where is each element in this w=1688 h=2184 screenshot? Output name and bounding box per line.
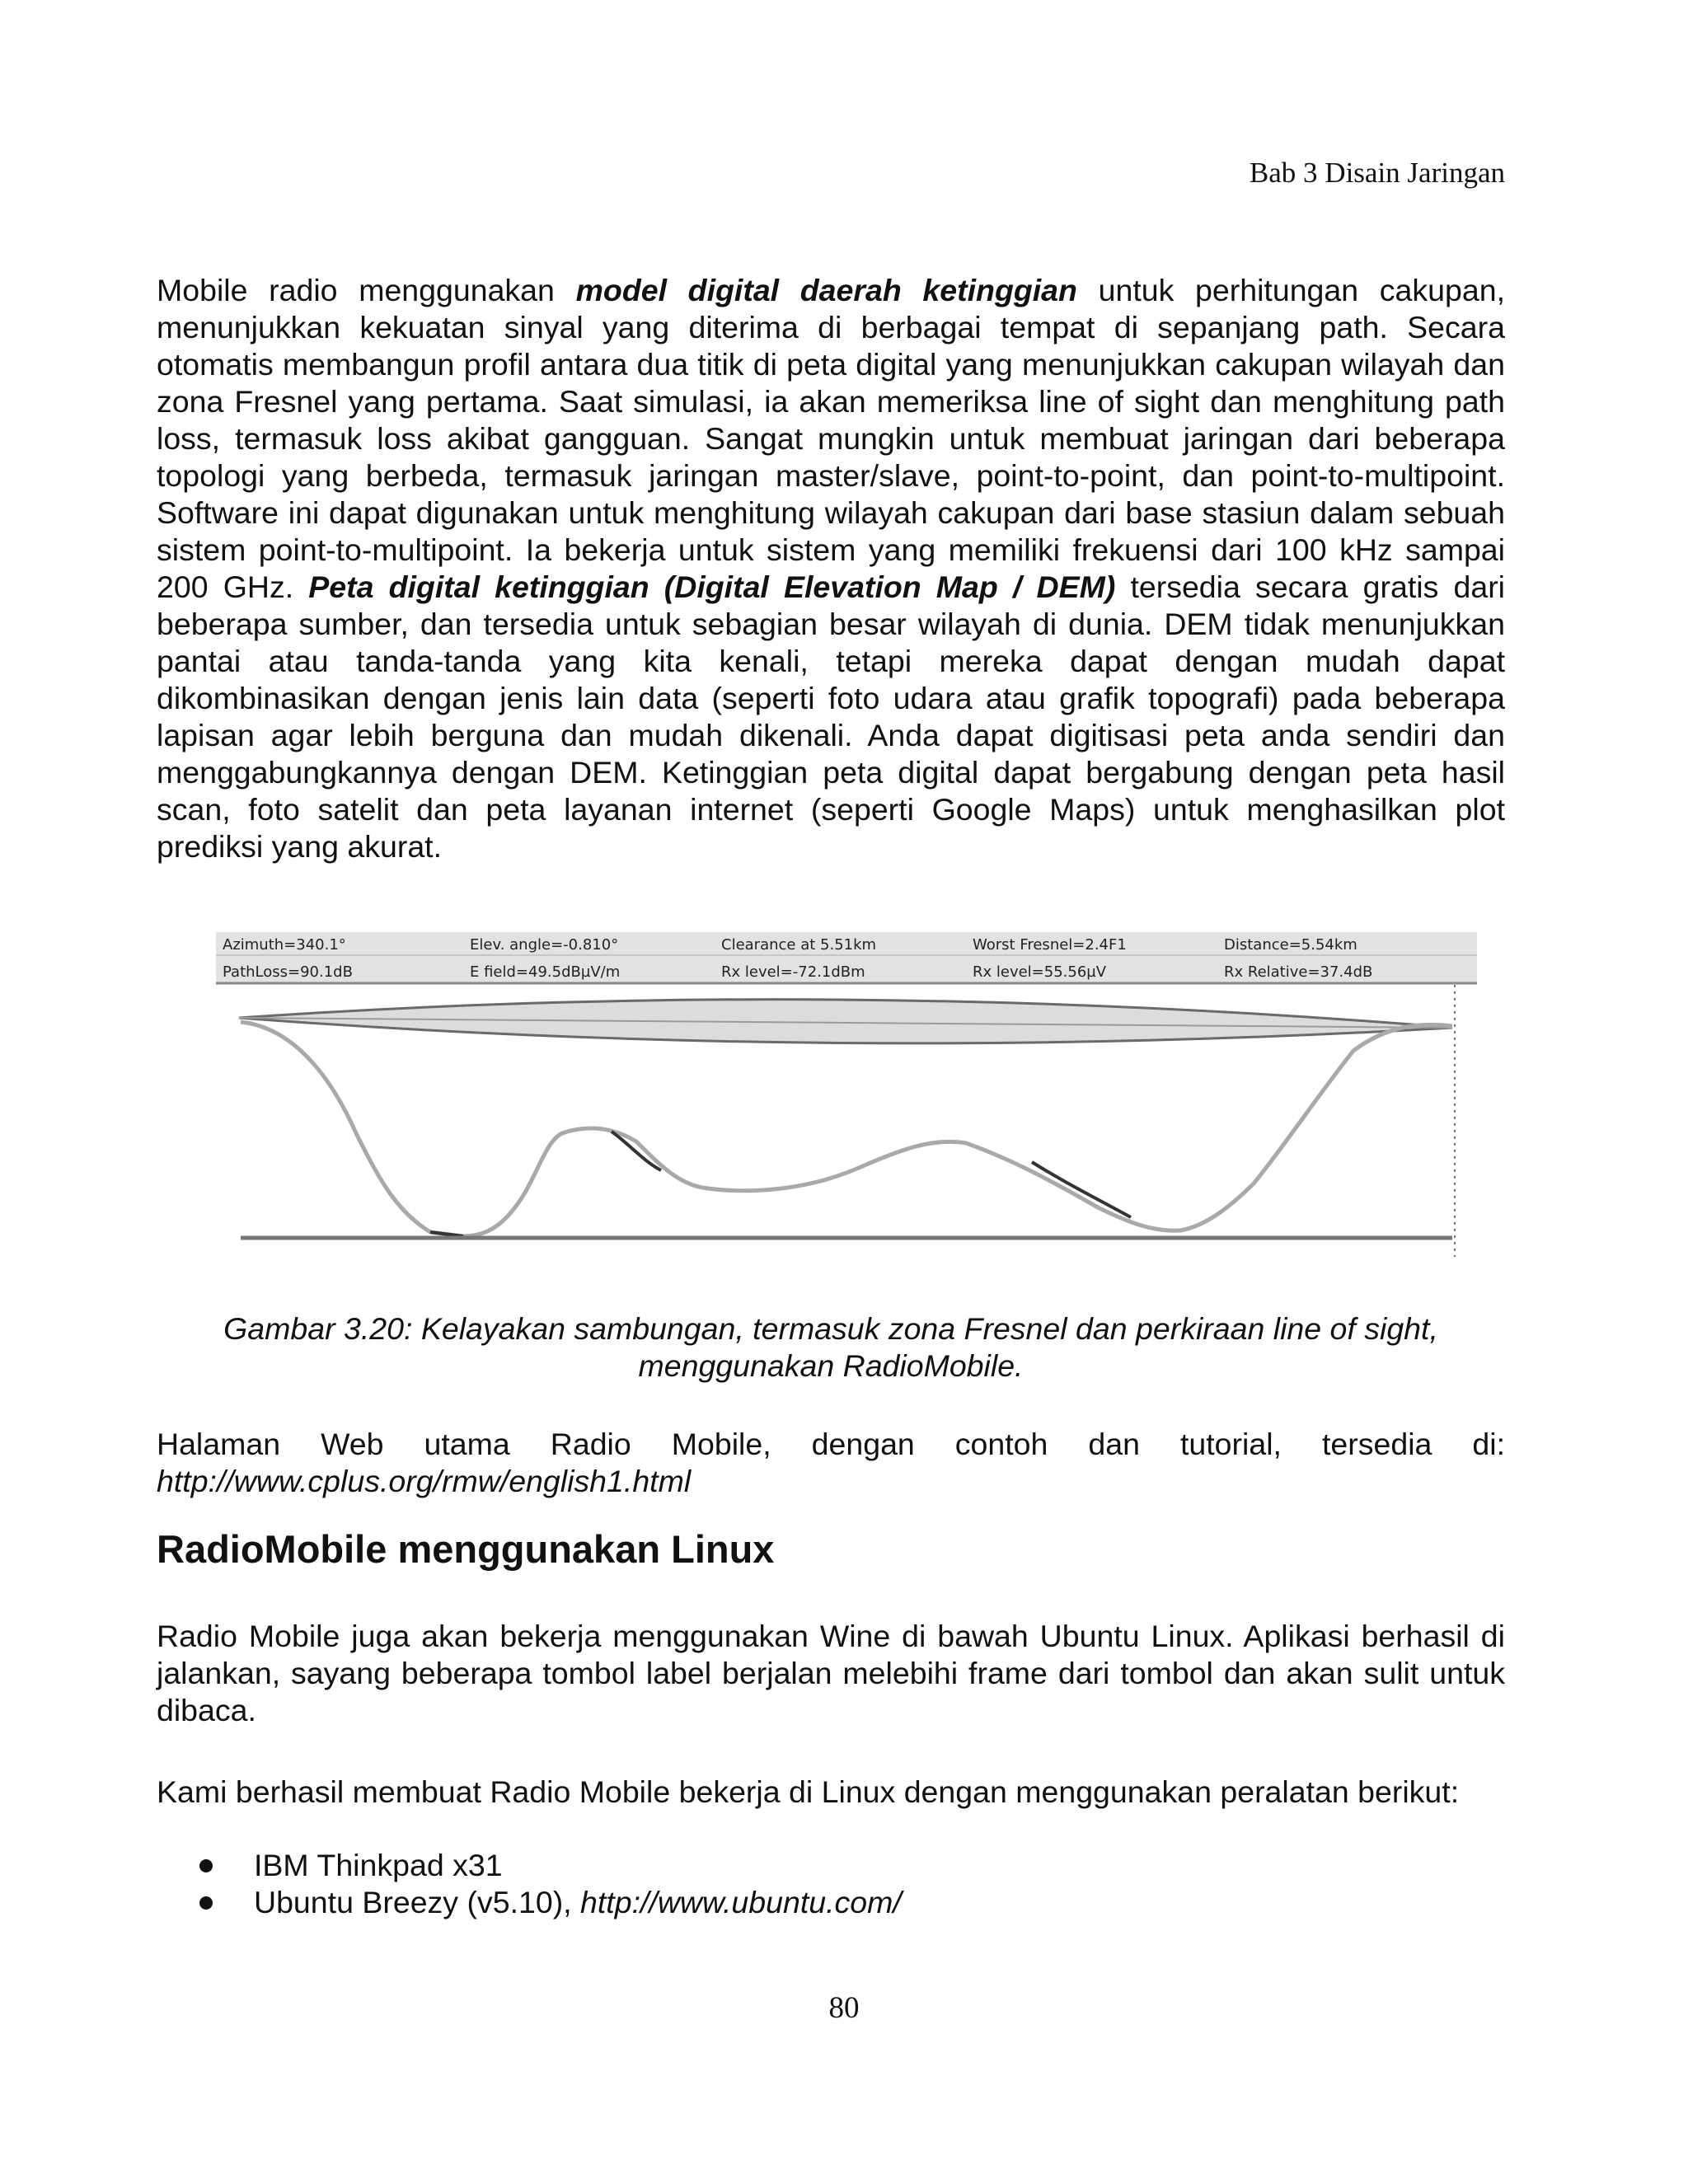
bullet-icon	[199, 1859, 213, 1872]
stat-azimuth: Azimuth=340.1°	[223, 936, 346, 954]
website-link[interactable]: http://www.cplus.org/rmw/english1.html	[157, 1464, 692, 1498]
section-heading: RadioMobile menggunakan Linux	[157, 1527, 775, 1571]
emphasis-term: model digital daerah ketinggian	[575, 273, 1077, 307]
text-span: tersedia secara gratis dari beberapa sumber, dan tersedia untuk sebagian besar wilayah di dunia. DEM tidak menunjukkan pantai atau tanda-tanda yang kita kenali, tetapi mereka dapat dengan mudah dapat dikombinasikan dengan jenis lain data (seperti foto udara atau grafik topografi) pada beberapa lapisan agar lebih berguna dan mudah dikenali. Anda dapat digitisasi peta anda sendiri dan menggabungkannya dengan DEM. Ketinggian peta digital dapat bergabung dengan peta hasil scan, foto satelit dan peta layanan internet (seperti Google Maps) untuk menghasilkan plot prediksi yang akurat.	[157, 569, 1506, 864]
paragraph-equipment-intro: Kami berhasil membuat Radio Mobile bekerja di Linux dengan menggunakan peralatan berikut:	[157, 1774, 1460, 1809]
ubuntu-link[interactable]: http://www.ubuntu.com/	[580, 1885, 902, 1919]
running-header: Bab 3 Disain Jaringan	[1249, 157, 1505, 189]
page-number: 80	[828, 1991, 860, 2025]
stat-rx-level-uv: Rx level=55.56µV	[973, 963, 1107, 981]
bullet-icon	[199, 1896, 213, 1910]
text-span: Mobile radio menggunakan	[157, 273, 576, 307]
fresnel-zone-ellipse	[239, 1000, 1452, 1043]
paragraph-website	[157, 1426, 1505, 1500]
figure-caption: Gambar 3.20: Kelayakan sambungan, termasuk zona Fresnel dan perkiraan line of sight, menggunakan RadioMobile.	[223, 1311, 1438, 1383]
list-item	[191, 1884, 902, 1921]
equipment-list	[191, 1847, 902, 1921]
terrain-profile	[241, 1022, 1452, 1236]
stat-rx-relative: Rx Relative=37.4dB	[1224, 963, 1373, 981]
figure-radio-link-profile	[216, 927, 1477, 1282]
link-profile-image	[216, 927, 1477, 1282]
stat-path-loss: PathLoss=90.1dB	[223, 963, 353, 981]
stat-clearance: Clearance at 5.51km	[721, 936, 877, 954]
stat-worst-fresnel: Worst Fresnel=2.4F1	[973, 936, 1127, 954]
paragraph-wine-ubuntu: Radio Mobile juga akan bekerja menggunakan Wine di bawah Ubuntu Linux. Aplikasi berhasil di jalankan, sayang beberapa tombol label berjalan melebihi frame dari tombol dan akan sulit untuk dibaca.	[157, 1619, 1505, 1727]
text-span: Halaman Web utama Radio Mobile, dengan contoh dan tutorial, tersedia di:	[157, 1427, 1505, 1461]
stat-e-field: E field=49.5dBµV/m	[470, 963, 621, 981]
stat-rx-level-dbm: Rx level=-72.1dBm	[721, 963, 865, 981]
text-span: untuk perhitungan cakupan, menunjukkan kekuatan sinyal yang diterima di berbagai tempat di sepanjang path. Secara otomatis membangun profil antara dua titik di peta digital yang menunjukkan cakupan wilayah dan zona Fresnel yang pertama. Saat simulasi, ia akan memeriksa line of sight dan menghitung path loss, termasuk loss akibat gangguan. Sangat mungkin untuk membuat jaringan dari beberapa topologi yang berbeda, termasuk jaringan master/slave, point-to-point, dan point-to-multipoint. Software ini dapat digunakan untuk menghitung wilayah cakupan dari base stasiun dalam sebuah sistem point-to-multipoint. Ia bekerja untuk sistem yang memiliki frekuensi dari 100 kHz sampai 200 GHz.	[157, 273, 1505, 604]
emphasis-term: Peta digital ketinggian (Digital Elevation Map / DEM)	[308, 569, 1116, 604]
list-item	[191, 1847, 902, 1884]
stat-elevation-angle: Elev. angle=-0.810°	[470, 936, 619, 954]
paragraph-radiomobile-description	[157, 272, 1505, 865]
list-item-text: IBM Thinkpad x31	[254, 1848, 503, 1882]
list-item-text: Ubuntu Breezy (v5.10),	[254, 1885, 581, 1919]
stat-distance: Distance=5.54km	[1224, 936, 1357, 954]
